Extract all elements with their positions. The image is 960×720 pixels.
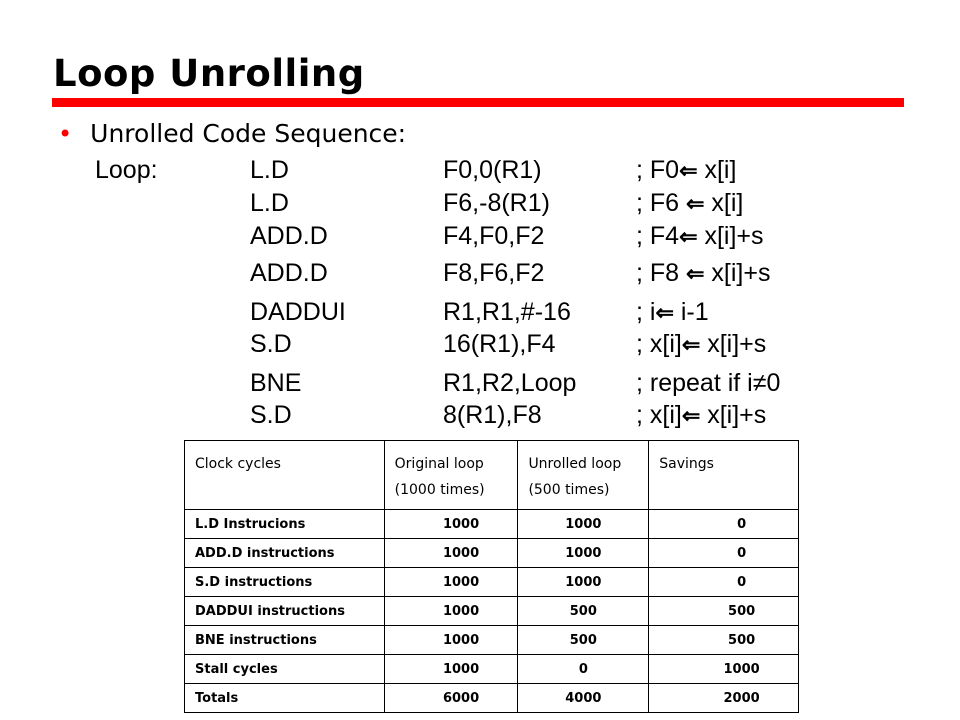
comment-suffix: x[i]+s: [700, 330, 767, 358]
bullet-text: Unrolled Code Sequence:: [90, 119, 407, 148]
table-cell: 1000: [384, 655, 518, 684]
comment-suffix: x[i]+s: [704, 259, 771, 287]
left-arrow-icon: ⇐: [679, 223, 698, 249]
comment-prefix: ; i: [636, 298, 656, 326]
table-cell: Stall cycles: [185, 655, 385, 684]
table-cell: 1000: [384, 597, 518, 626]
code-opcode: L.D: [250, 189, 289, 217]
code-comment: [636, 298, 709, 327]
bullet-item: [58, 119, 406, 148]
code-operands: F8,F6,F2: [443, 259, 545, 287]
comment-prefix: ; F6: [636, 189, 687, 217]
slide-title: Loop Unrolling: [53, 52, 365, 95]
table-cell: L.D Instrucions: [185, 510, 385, 539]
table-cell: 4000: [518, 684, 649, 713]
table-cell: 1000: [384, 510, 518, 539]
code-opcode: L.D: [250, 156, 289, 184]
code-comment: [636, 156, 736, 185]
table-cell: 1000: [518, 539, 649, 568]
table-cell: 1000: [384, 568, 518, 597]
table-cell: 0: [649, 539, 799, 568]
code-operands: R1,R2,Loop: [443, 369, 577, 397]
table-cell: 1000: [384, 539, 518, 568]
table-row: [185, 568, 799, 597]
code-opcode: BNE: [250, 369, 302, 397]
left-arrow-icon: ⇐: [655, 299, 674, 325]
table-cell: 2000: [649, 684, 799, 713]
table-cell: BNE instructions: [185, 626, 385, 655]
code-operands: F4,F0,F2: [443, 222, 545, 250]
column-header-line2: (1000 times): [394, 482, 485, 498]
column-header: [649, 441, 799, 510]
code-opcode: ADD.D: [250, 259, 328, 287]
column-header: [185, 441, 385, 510]
table-row: [185, 539, 799, 568]
table-cell: 1000: [518, 510, 649, 539]
table-row: [185, 684, 799, 713]
comment-suffix: x[i]: [704, 189, 744, 217]
table-cell: 1000: [384, 626, 518, 655]
left-arrow-icon: ⇐: [686, 260, 705, 286]
column-header-line2: (500 times): [528, 482, 610, 498]
table-cell: S.D instructions: [185, 568, 385, 597]
table-row: [185, 510, 799, 539]
cycles-table: [184, 440, 799, 713]
table-cell: 0: [649, 510, 799, 539]
title-underline: [52, 98, 904, 107]
table-cell: 0: [518, 655, 649, 684]
column-header: [384, 441, 518, 510]
code-operands: F6,-8(R1): [443, 189, 550, 217]
column-header-line1: Savings: [659, 456, 714, 472]
code-opcode: DADDUI: [250, 298, 346, 326]
code-operands: F0,0(R1): [443, 156, 542, 184]
left-arrow-icon: ⇐: [681, 402, 701, 428]
code-operands: 16(R1),F4: [443, 330, 556, 358]
left-arrow-icon: ⇐: [686, 190, 705, 216]
table-cell: 500: [518, 597, 649, 626]
table-row: [185, 655, 799, 684]
comment-suffix: i-1: [673, 298, 709, 326]
column-header-line1: Original loop: [394, 456, 484, 472]
table-header-row: [185, 441, 799, 510]
table-cell: 1000: [649, 655, 799, 684]
table-cell: 6000: [384, 684, 518, 713]
table-cell: Totals: [185, 684, 385, 713]
code-operands: 8(R1),F8: [443, 401, 542, 429]
table-row: [185, 626, 799, 655]
left-arrow-icon: ⇐: [679, 157, 698, 183]
comment-prefix: ; x[i]: [636, 401, 682, 429]
table-cell: 500: [649, 597, 799, 626]
code-label: Loop:: [95, 156, 158, 184]
code-comment: [636, 401, 766, 430]
code-comment: [636, 189, 743, 218]
comment-prefix: ; F0: [636, 156, 680, 184]
code-operands: R1,R1,#-16: [443, 298, 571, 326]
comment-prefix: ; F8: [636, 259, 687, 287]
bullet-icon: •: [58, 119, 73, 148]
comment-prefix: ; F4: [636, 222, 680, 250]
table-cell: 500: [649, 626, 799, 655]
table-cell: 0: [649, 568, 799, 597]
code-comment: [636, 369, 780, 398]
code-opcode: S.D: [250, 330, 292, 358]
comment-prefix: ; repeat if i≠0: [636, 369, 781, 397]
table-cell: ADD.D instructions: [185, 539, 385, 568]
code-comment: [636, 222, 764, 251]
code-opcode: ADD.D: [250, 222, 328, 250]
column-header-line1: Clock cycles: [195, 456, 281, 472]
column-header: [518, 441, 649, 510]
left-arrow-icon: ⇐: [681, 331, 701, 357]
comment-suffix: x[i]+s: [697, 222, 764, 250]
comment-prefix: ; x[i]: [636, 330, 682, 358]
table-row: [185, 597, 799, 626]
code-comment: [636, 330, 766, 359]
code-opcode: S.D: [250, 401, 292, 429]
table-cell: 1000: [518, 568, 649, 597]
code-comment: [636, 259, 770, 288]
table-cell: 500: [518, 626, 649, 655]
table-cell: DADDUI instructions: [185, 597, 385, 626]
column-header-line1: Unrolled loop: [528, 456, 622, 472]
comment-suffix: x[i]+s: [700, 401, 767, 429]
comment-suffix: x[i]: [697, 156, 737, 184]
